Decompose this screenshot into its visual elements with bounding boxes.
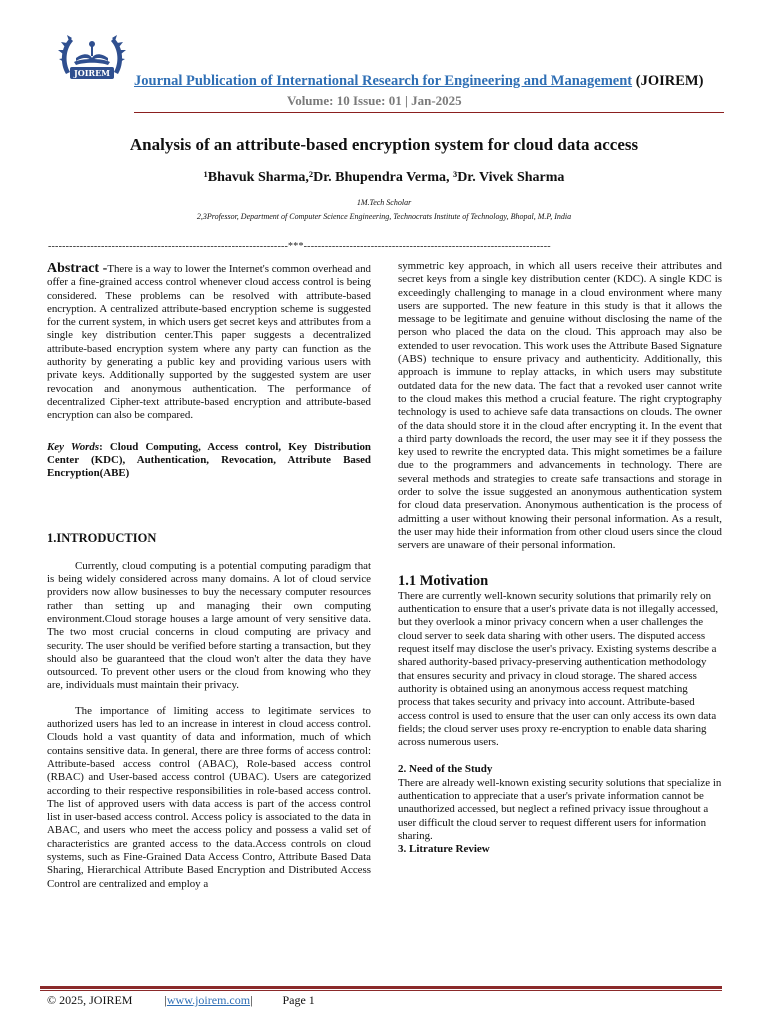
- logo-text: JOIREM: [73, 68, 111, 78]
- literature-review-heading: 3. Litrature Review: [398, 843, 490, 856]
- footer-page-number: Page 1: [282, 993, 315, 1007]
- footer-divider-thick: [40, 986, 722, 989]
- footer-copyright: © 2025, JOIREM: [47, 993, 133, 1007]
- paper-authors: ¹Bhavuk Sharma,²Dr. Bhupendra Verma, ³Dr. Vivek Sharma: [203, 170, 565, 185]
- header-divider: [134, 112, 724, 113]
- abstract: [47, 262, 371, 423]
- footer-link-bracket-close: |: [250, 993, 253, 1007]
- page-footer: [47, 993, 315, 1008]
- right-column: [398, 260, 722, 856]
- left-column: [47, 262, 371, 891]
- paper-title: Analysis of an attribute-based encryption system for cloud data access: [129, 135, 639, 154]
- motivation-heading: 1.1 Motivation: [398, 572, 489, 589]
- keywords-label: Key Words: [47, 440, 100, 453]
- need-of-study-heading: 2. Need of the Study: [398, 763, 493, 776]
- introduction-paragraph-2: The importance of limiting access to legitimate services to authorized users has led to an increase in interest in cloud access control. Clouds hold a vast quantity of data and information, much of which contains sensitive data. In general, there are three forms of access control: Attribute-based access control (ABAC), Role-based access control (RBAC) and User-based access control (UBAC). Users are categorized according to their respective responsibilities in role-based access control. The list of approved users with data access is part of the access control list in user-based access control. Access policy is associated to the data in ABAC, and users who meet the access policy and possess a valid set of characteristics are granted access to the data.Access controls on cloud systems, such as Fine-Grained Data Access Contro, Attribute Based Data Sharing, Hierarchical Attribute Based Encryption and Distributed Access Control are centralized and employ a: [47, 704, 371, 890]
- footer-website-link[interactable]: www.joirem.com: [166, 993, 251, 1007]
- need-of-study-text: There are already well-known existing security solutions that specialize in authentication to appreciate that a user's private information cannot be unauthorized accessed, but neglect a refined privacy issue throughout a user difficult the cloud server to request different users for information sharing.: [398, 776, 722, 842]
- journal-logo: [56, 28, 128, 90]
- introduction-paragraph-1: Currently, cloud computing is a potential computing paradigm that is being widely considered across many domains. A lot of cloud service providers now allow businesses to buy the necessary computer resources rather than setting up and managing their own computing environment.Cloud storage houses a large amount of very sensitive data. The two most crucial concerns in cloud computing are privacy and security. The user should be verified before starting a transaction, but they should also be guaranteed that the cloud won't alter the data they have outsourced. To prevent other users or the cloud from knowing who they are, individuals must maintain their privacy.: [47, 559, 371, 692]
- introduction-continued: symmetric key approach, in which all users receive their attributes and secret keys from a single key distribution center (KDC). A single KDC is exceedingly challenging to manage in a cloud environment where many users are supported. The new feature in this study is that it allows the message to be legitimate and genuine without disclosing the name of the person who placed the data on the cloud. This approach may also be extended to user revocation. This work uses the Attribute Based Signature (ABS) technique to ensure privacy and authenticity. Additionally, this approach is immune to replay attacks, in which users may substitute outdated data for the new data. The fact that a revoked user cannot write to the cloud makes this method a crucial feature. The right cryptography technology is used to achieve safe data transactions on clouds. The owner of the data should store it in the cloud after encrypting it. In the event that a third party downloads the record, the user may see it if they possess the key used to rewrite the encrypted data. This might sometimes be a failure due to the programmers and advancements in technology. There are several methods and strategies to create safe transactions and storage in order to solve the issue suggested an anonymous authentication system for cloud data preservation. Anonymous authentication is the process of admitting a user without knowing their personal information. As a result, the user may hide their information from other cloud users since the cloud servers are unaware of their personal information.: [398, 260, 722, 552]
- abstract-heading: Abstract -: [47, 261, 108, 276]
- motivation-text: There are currently well-known security solutions that primarily rely on authentication to ensure that a user's private data is not illegally accessed, but they overlook a minor privacy concern when a user challenges the cloud server to seek data sharing with other users. The disputed access request itself may disclose the user's privacy. Existing systems describe a shared authority-based privacy-preserving authentication methodology that ensures security and privacy in cloud storage. The shared access authority is obtained using an anonymous access request matching process that takes security and privacy into account. Attribute-based access control is used to ensure that the user can only access its own data fields; the cloud server uses proxy re-encryption to enable data sharing across numerous users.: [398, 589, 719, 749]
- affiliation-2: 2,3Professor, Department of Computer Science Engineering, Technocrats Institute of Technology, Bhopal, M.P, India: [196, 212, 572, 221]
- keywords-text: : Cloud Computing, Access control, Key Distribution Center (KDC), Authentication, Revocation, Attribute Based Encryption(ABE): [47, 440, 371, 480]
- keywords: [47, 441, 371, 481]
- affiliation-1: 1M.Tech Scholar: [356, 198, 412, 207]
- journal-title: [134, 73, 703, 90]
- section-separator: --------------------------------------------------------------------***----------------------------------------------------------------------: [48, 241, 551, 252]
- abstract-text: There is a way to lower the Internet's common overhead and offer a fine-grained access control whenever cloud access control is being considered. These problems can be resolved with attribute-based encryption. A centralized attribute-based encryption scheme is suggested for the current system, in which users get secret keys and attributes from a single key distribution center.This paper suggests a decentralized attribute-based encryption system where any party can function as the authority by generating a public key and providing various users with private keys. Additionally supported by the suggested system are user revocation and anonymous authentication. The performance of decentralized Cipher-text attribute-based encryption and attribute-based encryption can also be compared.: [47, 263, 371, 422]
- volume-issue: Volume: 10 Issue: 01 | Jan-2025: [287, 93, 462, 108]
- footer-link-bracket-open: |: [164, 993, 167, 1007]
- journal-name-link[interactable]: Journal Publication of International Research for Engineering and Management: [134, 73, 633, 89]
- footer-divider-thin: [40, 990, 722, 991]
- introduction-heading: 1.INTRODUCTION: [47, 531, 157, 546]
- journal-abbr: (JOIREM): [635, 73, 704, 89]
